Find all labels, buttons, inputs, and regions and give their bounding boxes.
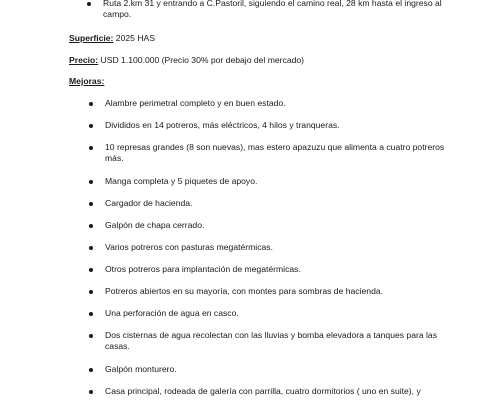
list-item	[89, 264, 449, 275]
list-item	[89, 176, 449, 187]
bullet-icon	[89, 224, 93, 228]
list-item	[89, 220, 449, 231]
list-item-text: Otros potreros para implantación de megatérmicas.	[105, 264, 301, 274]
list-item-text: Manga completa y 5 piquetes de apoyo.	[105, 176, 258, 186]
bullet-icon	[89, 268, 93, 272]
bullet-icon	[89, 334, 93, 338]
bullet-icon	[89, 146, 93, 150]
location-list-item	[87, 0, 447, 20]
bullet-icon	[89, 246, 93, 250]
list-item	[89, 120, 449, 131]
list-item	[89, 198, 449, 209]
list-item-text: Alambre perimetral completo y en buen estado.	[105, 98, 286, 108]
location-text: Ruta 2.km 31 y entrando a C.Pastoril, siguiendo el camino real, 28 km hasta el ingreso al campo.	[103, 0, 442, 19]
superficie-line	[69, 33, 155, 44]
bullet-icon	[89, 290, 93, 294]
mejoras-heading	[69, 76, 104, 87]
list-item-text: Galpón monturero.	[105, 364, 177, 374]
list-item	[89, 142, 449, 164]
precio-value: USD 1.100.000 (Precio 30% por debajo del mercado)	[98, 55, 305, 65]
list-item-text: Varios potreros con pasturas megatérmicas.	[105, 242, 273, 252]
list-item	[89, 386, 449, 397]
list-item-text: Dos cisternas de agua recolectan con las lluvias y bomba elevadora a tanques para las casas.	[105, 330, 438, 351]
bullet-icon	[89, 124, 93, 128]
bullet-icon	[87, 2, 91, 6]
bullet-icon	[89, 180, 93, 184]
precio-label: Precio:	[69, 55, 99, 65]
bullet-icon	[89, 312, 93, 316]
list-item-text: Potreros abiertos en su mayoría, con montes para sombras de hacienda.	[105, 286, 384, 296]
bullet-icon	[89, 368, 93, 372]
bullet-icon	[89, 102, 93, 106]
list-item	[89, 242, 449, 253]
bullet-icon	[89, 390, 93, 394]
superficie-label: Superficie:	[69, 33, 114, 43]
list-item	[89, 308, 449, 319]
list-item	[89, 98, 449, 109]
superficie-value: 2025 HAS	[113, 33, 155, 43]
list-item	[89, 286, 449, 297]
list-item-text: 10 represas grandes (8 son nuevas), mas estero apazuzu que alimenta a cuatro potreros más.	[105, 142, 445, 163]
list-item-text: Cargador de hacienda.	[105, 198, 193, 208]
mejoras-label: Mejoras:	[69, 76, 105, 86]
list-item-text: Galpón de chapa cerrado.	[105, 220, 205, 230]
precio-line	[69, 55, 304, 66]
list-item-text: Una perforación de agua en casco.	[105, 308, 239, 318]
bullet-icon	[89, 202, 93, 206]
list-item	[89, 364, 449, 375]
list-item-text: Divididos en 14 potreros, más eléctricos, 4 hilos y tranqueras.	[105, 120, 340, 130]
list-item	[89, 330, 449, 352]
list-item-text: Casa principal, rodeada de galería con parrilla, cuatro dormitorios ( uno en suite), y	[105, 386, 421, 396]
